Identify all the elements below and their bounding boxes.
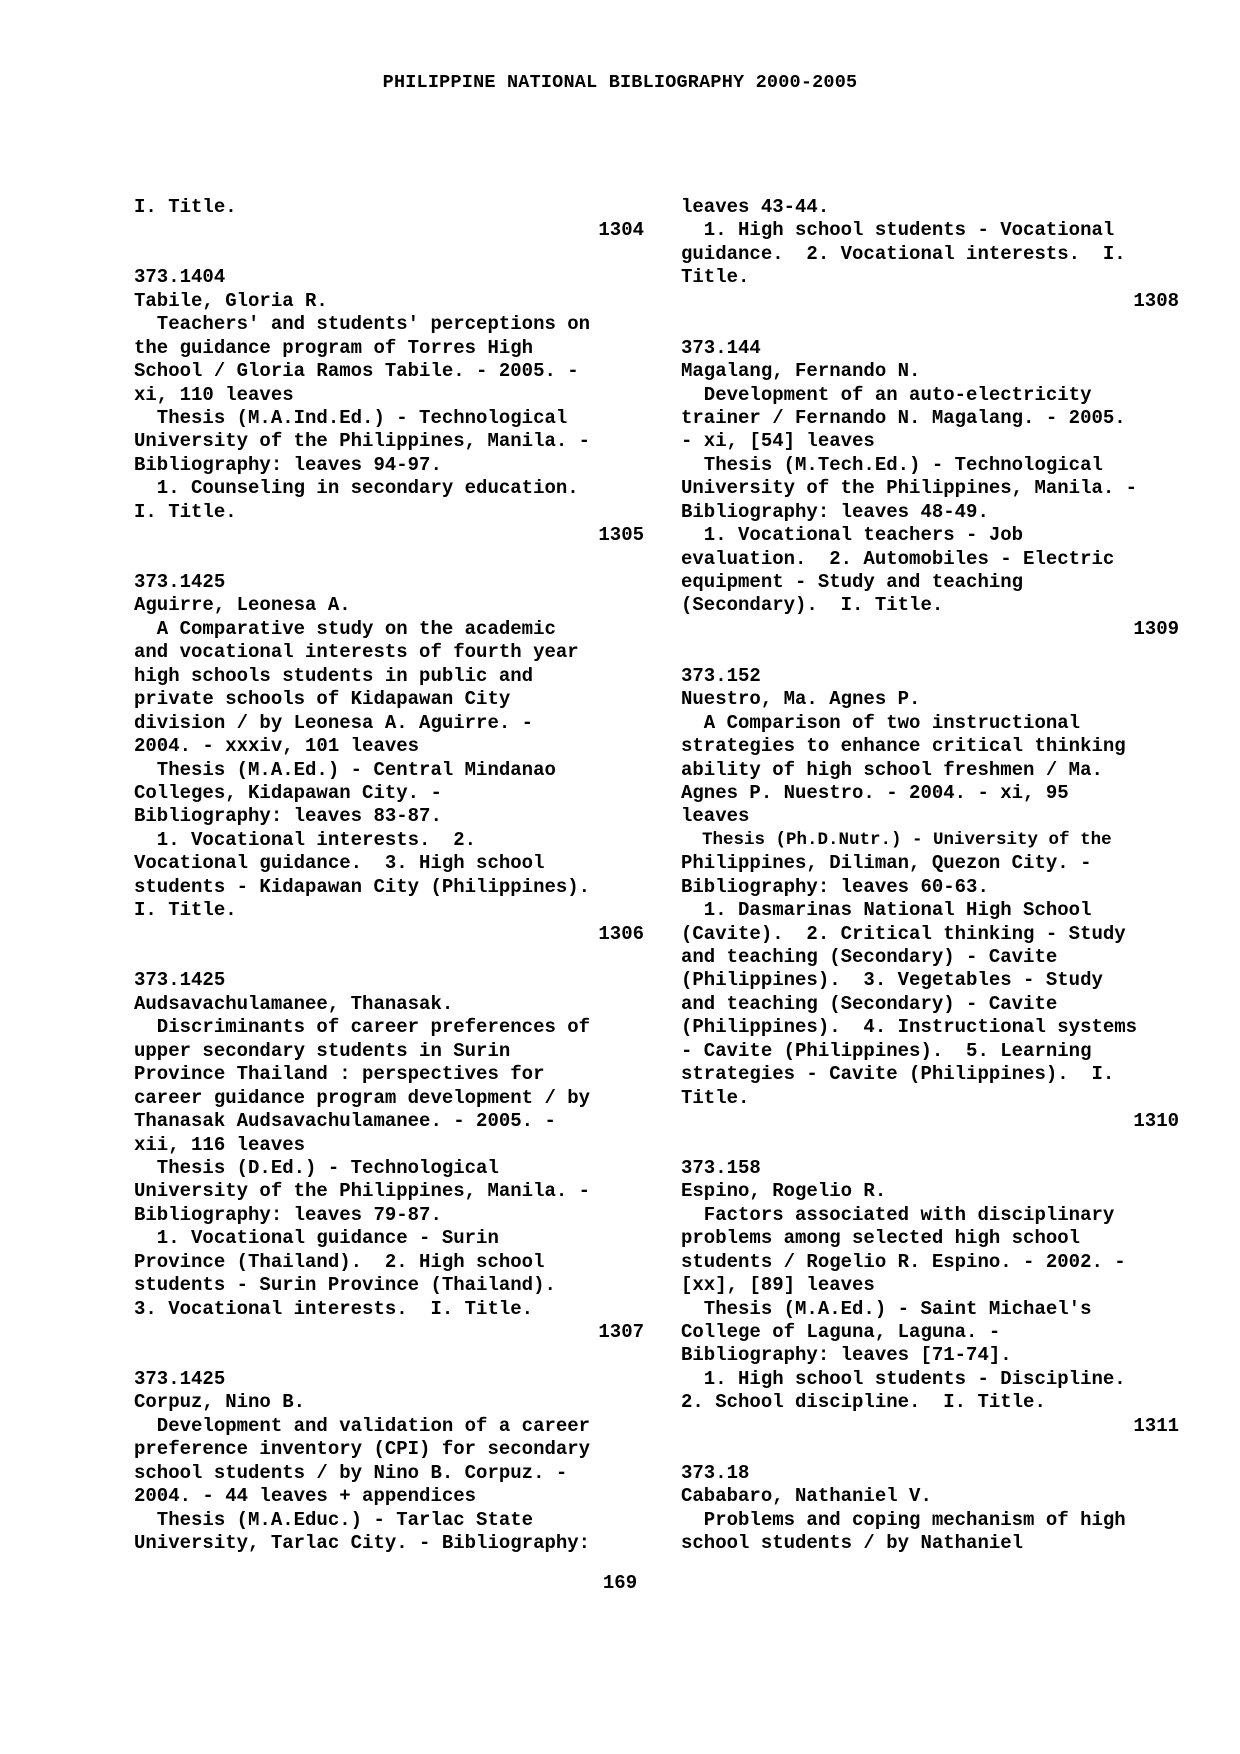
entry-text-line: Bibliography: leaves [71-74]. — [681, 1344, 1012, 1367]
entry-spacer — [134, 946, 644, 969]
entry-author: Magalang, Fernando N. — [681, 360, 921, 383]
entry-text-line: division / by Leonesa A. Aguirre. - — [134, 711, 534, 734]
continuation-line: I. Title. — [134, 196, 237, 218]
entry-text-line: Thesis (Ph.D.Nutr.) - University of the — [681, 829, 1112, 850]
entry-text-line: Thanasak Audsavachulamanee. - 2005. - — [134, 1110, 556, 1133]
entry-text-line: preference inventory (CPI) for secondary — [134, 1438, 591, 1461]
entry-text-line: 1. Vocational guidance - Surin — [134, 1227, 499, 1250]
entry-author: Cababaro, Nathaniel V. — [681, 1485, 932, 1508]
entry-text-line: 2004. - xxxiv, 101 leaves — [134, 735, 420, 758]
call-number: 373.1425 — [134, 571, 226, 593]
entry-text-line: University of the Philippines, Manila. - — [681, 477, 1138, 500]
entry-text-line: students / Rogelio R. Espino. - 2002. - — [681, 1250, 1126, 1273]
call-number: 373.18 — [681, 1461, 750, 1484]
right-column — [681, 196, 1179, 1555]
entry-number: 1310 — [1133, 1110, 1179, 1133]
entry-text-line: Province Thailand : perspectives for — [134, 1063, 545, 1086]
continuation-line: Title. — [681, 266, 750, 289]
entry-text-line: Development of an auto-electricity — [681, 383, 1092, 406]
entry-number: 1305 — [598, 524, 644, 547]
continuation-line: leaves 43-44. — [681, 196, 830, 218]
entry-text-line: (Philippines). 3. Vegetables - Study — [681, 969, 1103, 992]
entry-text-line: Discriminants of career preferences of — [134, 1016, 591, 1039]
entry-text-line: trainer / Fernando N. Magalang. - 2005. — [681, 406, 1126, 429]
entry-text-line: Province (Thailand). 2. High school — [134, 1250, 545, 1273]
entry-text-line: 1. Counseling in secondary education. — [134, 477, 579, 500]
entry-text-line: A Comparison of two instructional — [681, 711, 1081, 734]
entry-author: Corpuz, Nino B. — [134, 1391, 306, 1414]
call-number: 373.1404 — [134, 266, 226, 289]
entry-text-line: school students / by Nino B. Corpuz. - — [134, 1461, 568, 1484]
entry-text-line: Thesis (M.A.Ed.) - Saint Michael's — [681, 1297, 1092, 1320]
entry-text-line: - xi, [54] leaves — [681, 430, 875, 453]
page-number: 169 — [602, 1572, 638, 1594]
entry-text-line: 1. Dasmarinas National High School — [681, 899, 1092, 922]
bibliography-entry — [134, 571, 644, 946]
entry-spacer — [681, 1134, 1179, 1157]
entry-text-line: Bibliography: leaves 94-97. — [134, 453, 442, 476]
entry-text-line: 3. Vocational interests. I. Title. — [134, 1297, 534, 1320]
entry-text-line: Teachers' and students' perceptions on — [134, 313, 591, 336]
call-number: 373.152 — [681, 664, 761, 687]
entry-text-line: (Secondary). I. Title. — [681, 594, 944, 617]
entry-text-line: Philippines, Diliman, Quezon City. - — [681, 852, 1092, 875]
entry-spacer — [681, 313, 1179, 336]
entry-text-line: 1. Vocational teachers - Job — [681, 524, 1024, 547]
entry-text-line: Development and validation of a career — [134, 1414, 591, 1437]
entry-text-line: 1. High school students - Discipline. — [681, 1367, 1126, 1390]
entry-text-line: (Cavite). 2. Critical thinking - Study — [681, 922, 1126, 945]
entry-text-line: Thesis (M.A.Ed.) - Central Mindanao — [134, 758, 556, 781]
entry-text-line: career guidance program development / by — [134, 1086, 591, 1109]
entry-text-line: University, Tarlac City. - Bibliography: — [134, 1531, 591, 1554]
entry-spacer — [134, 243, 644, 266]
entry-text-line: strategies - Cavite (Philippines). I. — [681, 1063, 1115, 1086]
entry-text-line: Bibliography: leaves 60-63. — [681, 875, 989, 898]
entry-text-line: [xx], [89] leaves — [681, 1274, 875, 1297]
entry-text-line: Agnes P. Nuestro. - 2004. - xi, 95 — [681, 781, 1069, 804]
page-header: PHILIPPINE NATIONAL BIBLIOGRAPHY 2000-2005 — [382, 72, 858, 93]
entry-text-line: Bibliography: leaves 48-49. — [681, 500, 989, 523]
entry-text-line: private schools of Kidapawan City — [134, 688, 511, 711]
entry-text-line: leaves — [681, 805, 750, 828]
call-number: 373.1425 — [134, 969, 226, 992]
entry-text-line: high schools students in public and — [134, 664, 534, 687]
continuation-line: guidance. 2. Vocational interests. I. — [681, 242, 1126, 265]
entry-text-line: xii, 116 leaves — [134, 1133, 306, 1156]
entry-text-line: Bibliography: leaves 79-87. — [134, 1203, 442, 1226]
bibliography-entry — [134, 266, 644, 547]
entry-text-line: strategies to enhance critical thinking — [681, 735, 1126, 758]
entry-text-line: Vocational guidance. 3. High school — [134, 852, 545, 875]
entry-text-line: and teaching (Secondary) - Cavite — [681, 946, 1058, 968]
entry-text-line: Thesis (D.Ed.) - Technological — [134, 1156, 499, 1179]
bibliography-entry — [134, 1368, 644, 1556]
entry-spacer — [681, 1438, 1179, 1461]
entry-text-line: College of Laguna, Laguna. - — [681, 1321, 1001, 1343]
continuation-line: 1. High school students - Vocational — [681, 219, 1115, 242]
entry-text-line: upper secondary students in Surin — [134, 1039, 511, 1062]
entry-text-line: School / Gloria Ramos Tabile. - 2005. - — [134, 360, 579, 383]
entry-text-line: Title. — [681, 1086, 750, 1109]
bibliography-entry — [681, 1462, 1179, 1556]
entry-text-line: I. Title. — [134, 500, 237, 523]
entry-text-line: the guidance program of Torres High — [134, 336, 534, 359]
entry-text-line: Factors associated with disciplinary — [681, 1203, 1115, 1226]
entry-text-line: and teaching (Secondary) - Cavite — [681, 992, 1058, 1015]
entry-text-line: 1. Vocational interests. 2. — [134, 828, 477, 851]
entry-spacer — [134, 548, 644, 571]
entry-text-line: A Comparative study on the academic — [134, 617, 556, 640]
entry-text-line: Bibliography: leaves 83-87. — [134, 805, 442, 828]
entry-text-line: students - Surin Province (Thailand). — [134, 1274, 556, 1297]
entry-text-line: Colleges, Kidapawan City. - — [134, 781, 442, 804]
entry-text-line: 2004. - 44 leaves + appendices — [134, 1485, 477, 1508]
call-number: 373.158 — [681, 1156, 761, 1179]
entry-spacer — [681, 641, 1179, 664]
entry-text-line: 2. School discipline. I. Title. — [681, 1391, 1046, 1414]
entry-text-line: problems among selected high school — [681, 1227, 1081, 1250]
entry-text-line: equipment - Study and teaching — [681, 571, 1024, 593]
entry-text-line: I. Title. — [134, 899, 237, 922]
entry-number: 1308 — [1133, 289, 1179, 312]
entry-author: Audsavachulamanee, Thanasak. — [134, 992, 454, 1015]
entry-text-line: Thesis (M.A.Ind.Ed.) - Technological — [134, 406, 568, 429]
entry-text-line: Thesis (M.Tech.Ed.) - Technological — [681, 453, 1103, 476]
entry-text-line: ability of high school freshmen / Ma. — [681, 758, 1103, 781]
entry-number: 1304 — [598, 219, 644, 242]
entry-text-line: xi, 110 leaves — [134, 383, 294, 406]
entry-author: Nuestro, Ma. Agnes P. — [681, 688, 921, 711]
call-number: 373.1425 — [134, 1367, 226, 1390]
entry-text-line: and vocational interests of fourth year — [134, 641, 579, 664]
entry-text-line: school students / by Nathaniel — [681, 1531, 1024, 1554]
entry-author: Tabile, Gloria R. — [134, 289, 328, 312]
call-number: 373.144 — [681, 336, 761, 359]
entry-author: Espino, Rogelio R. — [681, 1180, 887, 1203]
bibliography-entry — [134, 969, 644, 1344]
entry-text-line: Thesis (M.A.Educ.) - Tarlac State — [134, 1508, 534, 1531]
entry-number: 1309 — [1133, 617, 1179, 640]
entry-spacer — [134, 1344, 644, 1367]
entry-number: 1307 — [598, 1321, 644, 1343]
entry-text-line: Problems and coping mechanism of high — [681, 1508, 1126, 1531]
entry-text-line: University of the Philippines, Manila. - — [134, 430, 591, 453]
bibliography-entry — [681, 1157, 1179, 1438]
entry-text-line: evaluation. 2. Automobiles - Electric — [681, 547, 1115, 570]
entry-number: 1306 — [598, 922, 644, 945]
entry-author: Aguirre, Leonesa A. — [134, 594, 351, 617]
left-column — [134, 196, 644, 1555]
entry-number: 1311 — [1133, 1414, 1179, 1437]
bibliography-entry — [681, 665, 1179, 1134]
entry-text-line: students - Kidapawan City (Philippines). — [134, 875, 591, 898]
entry-text-line: - Cavite (Philippines). 5. Learning — [681, 1039, 1092, 1062]
entry-text-line: (Philippines). 4. Instructional systems — [681, 1016, 1138, 1039]
entry-text-line: University of the Philippines, Manila. - — [134, 1180, 591, 1203]
bibliography-entry — [681, 337, 1179, 642]
